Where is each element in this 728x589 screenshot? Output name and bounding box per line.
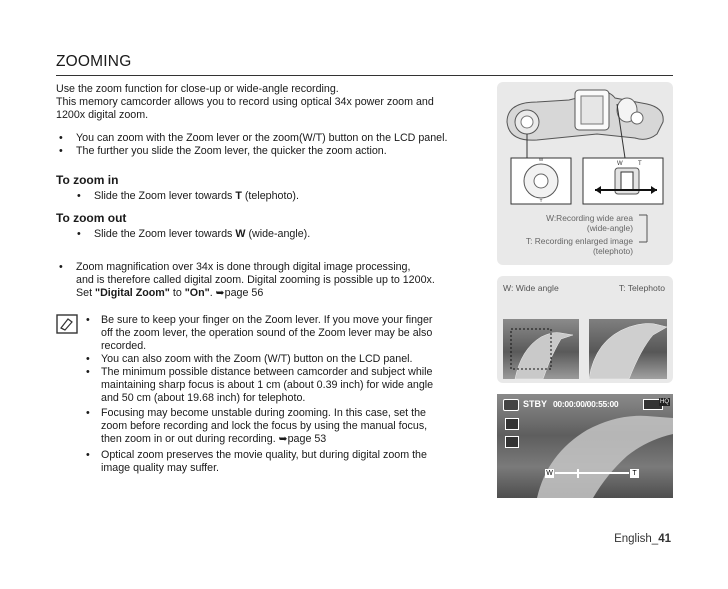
- zoom-out-text: Slide the Zoom lever towards W (wide-angle).: [94, 228, 311, 240]
- bullet-dot: •: [59, 261, 63, 273]
- note-3b: maintaining sharp focus is about 1 cm (about 0.39 inch) for wide angle: [101, 379, 434, 391]
- note-2-text: You can also zoom with the Zoom (W/T) button on the LCD panel.: [101, 353, 413, 365]
- zoom-in-text: Slide the Zoom lever towards T (telephoto).: [94, 190, 299, 202]
- note-pencil-icon: [56, 314, 78, 334]
- zoom-bar-t-label: T: [630, 469, 639, 478]
- page-ref-arrow-icon: ➥: [215, 287, 225, 299]
- page-title: ZOOMING: [56, 53, 132, 70]
- bullet-dot: •: [86, 353, 90, 365]
- wide-angle-photo: [503, 319, 579, 379]
- bullet-dot: •: [77, 228, 81, 240]
- note-3a: The minimum possible distance between camcorder and subject while: [101, 366, 433, 378]
- zoom-out-heading: To zoom out: [56, 211, 127, 225]
- telephoto-label: T: Telephoto: [618, 283, 665, 293]
- recording-time: 00:00:00/00:55:00: [553, 399, 619, 409]
- dolphin-tele-image: [589, 319, 667, 379]
- telephoto-photo: [589, 319, 667, 379]
- wheel-t-label: T: [539, 198, 543, 203]
- recording-status: STBY: [523, 399, 548, 409]
- note-5a: Optical zoom preserves the movie quality, but during digital zoom the: [101, 449, 427, 461]
- intro-line-1: Use the zoom function for close-up or wide-angle recording.: [56, 83, 339, 95]
- storage-icon: [505, 418, 519, 430]
- resolution-icon: [505, 436, 519, 448]
- digital-line-1: Zoom magnification over 34x is done through digital image processing,: [76, 261, 411, 273]
- zoom-bar-w-label: W: [546, 470, 553, 477]
- note-4b: zoom before recording and lock the focus by using the manual focus,: [101, 420, 428, 432]
- caption-w-line2: (wide-angle): [586, 223, 633, 233]
- intro-line-2: This memory camcorder allows you to record using optical 34x power zoom and: [56, 96, 434, 108]
- zoom-track: [555, 472, 629, 474]
- zoom-bar: [545, 469, 639, 478]
- note-3c: and 50 cm (about 19.68 inch) for telephoto.: [101, 392, 306, 404]
- page-footer: English_41: [614, 533, 671, 545]
- dolphin-wide-image: [503, 319, 579, 379]
- zoom-in-heading: To zoom in: [56, 173, 119, 187]
- note-1b: off the zoom lever, the operation sound of the Zoom lever may be also: [101, 327, 433, 339]
- title-rule: [56, 75, 673, 76]
- zoom-indicator: [577, 469, 579, 478]
- bullet-dot: •: [86, 314, 90, 326]
- quality-badge: HQ: [660, 399, 669, 405]
- caption-t-line2: (telephoto): [592, 246, 633, 256]
- note-4c: then zoom in or out during recording. ➥page 53: [101, 433, 327, 445]
- bullet-dot: •: [59, 145, 63, 157]
- camera-mode-icon: [503, 399, 519, 411]
- bullet-dot: •: [86, 407, 90, 419]
- note-1a: Be sure to keep your finger on the Zoom lever. If you move your finger: [101, 314, 433, 326]
- bullet-1-text: You can zoom with the Zoom lever or the zoom(W/T) button on the LCD panel.: [76, 132, 448, 144]
- caption-t-line1: T: Recording enlarged image: [525, 236, 633, 246]
- bullet-dot: •: [86, 449, 90, 461]
- intro-line-3: 1200x digital zoom.: [56, 109, 149, 121]
- page-ref-arrow-icon: ➥: [278, 433, 288, 445]
- camcorder-figure: [497, 82, 673, 265]
- bullet-dot: •: [59, 132, 63, 144]
- digital-line-3: Set "Digital Zoom" to "On". ➥page 56: [76, 287, 264, 299]
- wheel-w-label: W: [538, 157, 544, 162]
- lcd-screen-figure: [497, 394, 673, 498]
- note-1c: recorded.: [101, 340, 147, 352]
- bullet-dot: •: [77, 190, 81, 202]
- wide-tele-figure: [497, 276, 673, 383]
- caption-w-line1: W:Recording wide area: [546, 213, 633, 223]
- digital-line-2: and is therefore called digital zoom. Digital zooming is possible up to 1200x.: [76, 274, 435, 286]
- bullet-dot: •: [86, 366, 90, 378]
- wide-angle-label: W: Wide angle: [503, 283, 559, 293]
- note-4a: Focusing may become unstable during zooming. In this case, set the: [101, 407, 426, 419]
- lever-t-label: T: [638, 161, 642, 167]
- note-5b: image quality may suffer.: [101, 462, 220, 474]
- bullet-2-text: The further you slide the Zoom lever, the quicker the zoom action.: [76, 145, 387, 157]
- lever-w-label: W: [617, 161, 623, 167]
